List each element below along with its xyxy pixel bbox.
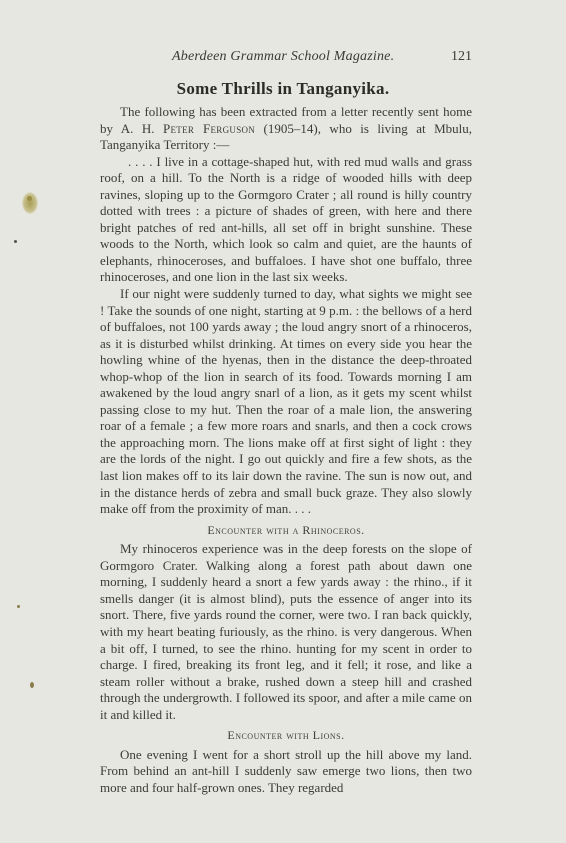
section-heading-lions: Encounter with Lions. [227, 728, 345, 743]
intro-text: The following has been extracted from a letter recently sent home by A. H. [100, 104, 472, 136]
paragraph: . . . . I live in a cottage-shaped hut, with red mud walls and grass roof, on a hill. To the North is a ridge of wooded hills with deep ravines, sloping up to the Gormgoro Crater ; all round is hilly country dotted with trees : a picture of shades of green, with here and there bright patches of red ant-hills, all set off in bright sunshine. These woods to the North, which look so calm and quiet, are the haunts of elephants, rhinoceroses, and buffaloes. I have shot one buffalo, three rhinoceroses, and one lion in the last six weeks. [100, 153, 472, 285]
paper-speck [14, 240, 17, 243]
section-heading-rhinoceros: Encounter with a Rhinoceros. [207, 522, 365, 537]
intro-paragraph [100, 104, 472, 154]
article-body [100, 104, 472, 796]
intro-text-end: (1905–14), who is living at Mbulu, Tanganyika Territory :— [100, 120, 472, 153]
paper-speck [17, 605, 20, 608]
article-title: Some Thrills in Tanganyika. [176, 79, 390, 98]
paragraph: One evening I went for a short stroll up the hill above my land. From behind an ant-hill I suddenly saw emerge two lions, then two more and four half-grown ones. They regarded [100, 746, 472, 795]
paper-speck [30, 682, 34, 688]
author-name: Peter Ferguson [162, 120, 256, 136]
running-title: Aberdeen Grammar School Magazine. [172, 49, 395, 64]
paragraph: If our night were suddenly turned to day, what sights we might see ! Take the sounds of one night, starting at 9 p.m. : the bellows of a herd of buffaloes, not 100 yards away ; the loud angry snort of a rhinoceros, as it is disturbed whilst drinking. At times on every side you hear the howling whine of the hyenas, then in the distance the deep-throated whop-whop of the lion in search of its food. Towards morning I am awakened by the loud angry snarl of a lion, as it gets my scent whilst passing close to my hut. Then the roar of a male lion, the answering roar of a female ; a few more roars and snarls, and then a cock crows the approaching morn. The lions make off at first sight of light : they are the lords of the night. I go out quickly and fire a few shots, as the last lion makes off to its lair down the ravine. The sun is now out, and in the distance herds of zebra and small buck graze. They also slowly make off from the proximity of man. . . . [100, 286, 472, 517]
paragraph: My rhinoceros experience was in the deep forests on the slope of Gormgoro Crater. Walking along a forest path about dawn one morning, I suddenly heard a snort a few yards away : the rhino., if it smells danger (it is almost blind), puts the essence of anger into its snort. There, five yards round the corner, were two. I ran back quickly, with my heart beating furiously, as the rhino. is very dangerous. When a bit off, I turned, to see the rhino. hunting for my scent in order to charge. I fired, breaking its front leg, and it fell; it rose, and like a steam roller without a brake, rushed down a steep hill and crashed through the undergrowth. I followed its spoor, and after a mile came on it and killed it. [100, 541, 472, 722]
page-number: 121 [451, 49, 472, 64]
paper-stain [27, 196, 32, 201]
